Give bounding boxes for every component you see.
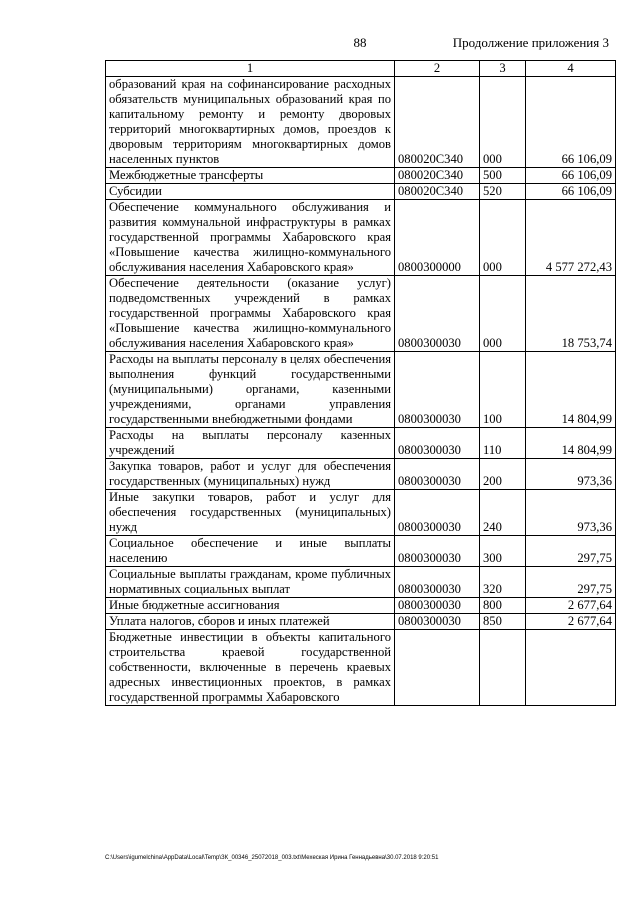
row-sum-cell: 14 804,99 (526, 428, 616, 459)
row-kind-cell (480, 630, 526, 706)
row-code-cell: 0800300030 (395, 614, 480, 630)
row-code-cell: 080020С340 (395, 77, 480, 168)
row-sum-cell: 18 753,74 (526, 276, 616, 352)
row-code-cell: 0800300030 (395, 276, 480, 352)
table-row (106, 490, 616, 536)
row-code-cell: 080020С340 (395, 184, 480, 200)
row-sum-cell: 2 677,64 (526, 598, 616, 614)
row-name-cell: Бюджетные инвестиции в объекты капитального строительства краевой государственной собственности, включенные в перечень краевых адресных инвестиционных проектов, в рамках государственной программы Хабаровского (106, 630, 395, 706)
column-header-3: 3 (480, 61, 526, 77)
row-code-cell: 0800300000 (395, 200, 480, 276)
row-code-cell: 0800300030 (395, 459, 480, 490)
table-row (106, 77, 616, 168)
row-name-cell: Межбюджетные трансферты (106, 168, 395, 184)
row-kind-cell: 200 (480, 459, 526, 490)
row-sum-cell: 66 106,09 (526, 77, 616, 168)
row-sum-cell: 973,36 (526, 459, 616, 490)
page-number: 88 (353, 35, 367, 50)
row-name-cell: Закупка товаров, работ и услуг для обеспечения государственных (муниципальных) нужд (106, 459, 395, 490)
row-name-cell: Уплата налогов, сборов и иных платежей (106, 614, 395, 630)
row-name-cell: Иные бюджетные ассигнования (106, 598, 395, 614)
row-kind-cell: 110 (480, 428, 526, 459)
row-sum-cell: 14 804,99 (526, 352, 616, 428)
row-code-cell: 0800300030 (395, 598, 480, 614)
row-name-cell: Обеспечение коммунального обслуживания и развития коммунальной инфраструктуры в рамках государственной программы Хабаровского края «Повышение качества жилищно-коммунального обслуживания населения Хабаровского края» (106, 200, 395, 276)
row-kind-cell: 320 (480, 567, 526, 598)
row-name-cell: Иные закупки товаров, работ и услуг для обеспечения государственных (муниципальных) нужд (106, 490, 395, 536)
table-row (106, 352, 616, 428)
table-row (106, 630, 616, 706)
row-kind-cell: 850 (480, 614, 526, 630)
table-row (106, 200, 616, 276)
table-row (106, 598, 616, 614)
row-code-cell: 0800300030 (395, 567, 480, 598)
row-sum-cell: 2 677,64 (526, 614, 616, 630)
row-kind-cell: 100 (480, 352, 526, 428)
row-sum-cell: 297,75 (526, 567, 616, 598)
row-sum-cell: 4 577 272,43 (526, 200, 616, 276)
row-code-cell: 0800300030 (395, 352, 480, 428)
row-name-cell: Субсидии (106, 184, 395, 200)
column-header-4: 4 (526, 61, 616, 77)
row-code-cell: 0800300030 (395, 490, 480, 536)
row-kind-cell: 300 (480, 536, 526, 567)
row-name-cell: Обеспечение деятельности (оказание услуг) подведомственных учреждений в рамках государственной программы Хабаровского края «Повышение качества жилищно-коммунального обслуживания населения Хабаровского края» (106, 276, 395, 352)
table-row (106, 536, 616, 567)
row-code-cell: 080020С340 (395, 168, 480, 184)
row-sum-cell: 973,36 (526, 490, 616, 536)
row-name-cell: образований края на софинансирование расходных обязательств муниципальных образований края по капитальному ремонту и ремонту дворовых территорий многоквартирных домов, проездов к дворовым территориям многоквартирных домов населенных пунктов (106, 77, 395, 168)
column-header-1: 1 (106, 61, 395, 77)
continuation-caption: Продолжение приложения 3 (452, 35, 609, 50)
table-header-row (106, 61, 616, 77)
row-kind-cell: 520 (480, 184, 526, 200)
row-kind-cell: 000 (480, 77, 526, 168)
row-kind-cell: 500 (480, 168, 526, 184)
row-sum-cell: 297,75 (526, 536, 616, 567)
row-code-cell: 0800300030 (395, 536, 480, 567)
table-row (106, 459, 616, 490)
budget-table (105, 60, 616, 706)
row-kind-cell: 000 (480, 200, 526, 276)
table-row (106, 567, 616, 598)
table-row (106, 614, 616, 630)
row-name-cell: Расходы на выплаты персоналу в целях обеспечения выполнения функций государственными (муниципальными) органами, казенными учреждениями, органами управления государственными внебюджетными фондами (106, 352, 395, 428)
row-kind-cell: 800 (480, 598, 526, 614)
row-sum-cell: 66 106,09 (526, 168, 616, 184)
column-header-2: 2 (395, 61, 480, 77)
table-row (106, 428, 616, 459)
row-name-cell: Расходы на выплаты персоналу казенных учреждений (106, 428, 395, 459)
row-kind-cell: 000 (480, 276, 526, 352)
row-code-cell (395, 630, 480, 706)
row-sum-cell: 66 106,09 (526, 184, 616, 200)
row-sum-cell (526, 630, 616, 706)
table-row (106, 168, 616, 184)
table-row (106, 276, 616, 352)
row-kind-cell: 240 (480, 490, 526, 536)
row-name-cell: Социальное обеспечение и иные выплаты населению (106, 536, 395, 567)
row-name-cell: Социальные выплаты гражданам, кроме публичных нормативных социальных выплат (106, 567, 395, 598)
row-code-cell: 0800300030 (395, 428, 480, 459)
file-path-footer: C:\Users\igumelchina\AppData\Local\Temp\ЗК_00346_25072018_003.txt\Мехеская Ирина Геннадьевна\30.07.2018 9:20:51 (105, 855, 439, 861)
table-row (106, 184, 616, 200)
